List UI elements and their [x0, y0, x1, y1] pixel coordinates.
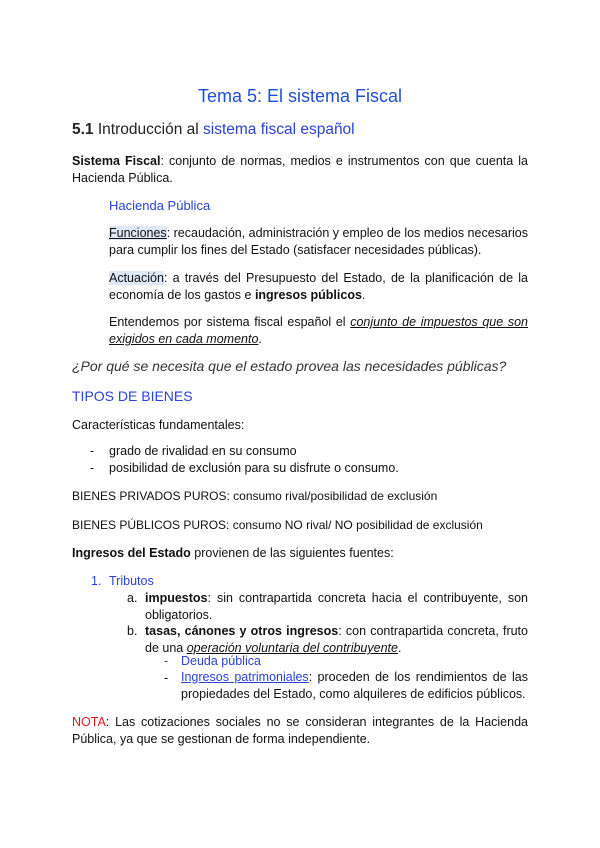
- page-title: Tema 5: El sistema Fiscal: [197, 86, 403, 106]
- item-b-body: : con contrapartida concreta, fruto de una: [145, 624, 528, 655]
- caracteristica-item-2: posibilidad de exclusión para su disfrute o consumo.: [109, 461, 399, 475]
- hacienda-heading: Hacienda Pública: [109, 198, 211, 213]
- funciones-paragraph: [109, 225, 528, 259]
- bullet-dash-2: -: [90, 461, 95, 475]
- section-text: Introducción al: [97, 121, 203, 138]
- item-b-text: [145, 623, 528, 657]
- bullet-dash-1: -: [90, 444, 95, 458]
- definition-paragraph: [72, 153, 528, 187]
- entendemos-link: conjunto de impuestos que son exigidos en cada momento: [109, 315, 528, 346]
- section-heading: [72, 121, 355, 139]
- caracteristica-item-1: grado de rivalidad en su consumo: [109, 444, 297, 458]
- sub-dash-2: -: [164, 671, 169, 685]
- sub-item-patrimoniales-link: Ingresos patrimoniales: [181, 670, 309, 684]
- question-text: ¿Por qué se necesita que el estado provea las necesidades públicas?: [72, 358, 507, 374]
- definition-term: Sistema Fiscal: [72, 154, 161, 168]
- actuacion-term: Actuación: [109, 271, 164, 285]
- nota-text: : Las cotizaciones sociales no se consideran integrantes de la Hacienda Pública, ya que se gestionan de forma independiente.: [72, 715, 528, 746]
- bienes-privados-line: BIENES PRIVADOS PUROS: consumo rival/posibilidad de exclusión: [72, 489, 438, 503]
- section-number: 5.1: [72, 121, 94, 138]
- tributos-label: Tributos: [109, 574, 154, 588]
- item-a-body: : sin contrapartida concreta hacia el contribuyente, son obligatorios.: [145, 591, 528, 622]
- ingresos-intro: [72, 545, 394, 562]
- tipos-heading: TIPOS DE BIENES: [72, 388, 193, 404]
- section-link: sistema fiscal español: [203, 121, 355, 138]
- definition-text: : conjunto de normas, medios e instrumentos con que cuenta la Hacienda Pública.: [72, 154, 528, 185]
- nota-paragraph: [72, 714, 528, 748]
- ingresos-bold: Ingresos del Estado: [72, 546, 191, 560]
- entendemos-end: .: [258, 332, 262, 346]
- ingresos-text: provienen de las siguientes fuentes:: [190, 546, 394, 560]
- item-b-label: b.: [127, 624, 138, 638]
- actuacion-text: : a través del Presupuesto del Estado, de la planificación de la economía de los gastos e: [109, 271, 528, 302]
- actuacion-paragraph: [109, 270, 528, 304]
- actuacion-bold: ingresos públicos: [254, 288, 362, 302]
- sub-item-patrimoniales: [181, 669, 528, 703]
- entendemos-text: Entendemos por sistema fiscal español el: [109, 315, 351, 329]
- funciones-text: : recaudación, administración y empleo de los medios necesarios para cumplir los fines del Estado (satisfacer necesidades públicas).: [109, 226, 528, 257]
- sub-item-patrimoniales-text: : proceden de los rendimientos de las propiedades del Estado, como alquileres de edificios públicos.: [181, 670, 528, 701]
- actuacion-end: .: [361, 288, 366, 302]
- funciones-term: Funciones: [109, 226, 167, 240]
- entendemos-paragraph: [109, 314, 528, 348]
- item-b-link: operación voluntaria del contribuyente: [186, 641, 398, 655]
- item-a-label: a.: [127, 591, 138, 605]
- item-a-bold: impuestos: [145, 591, 208, 605]
- tributos-number: 1.: [91, 574, 102, 588]
- item-b-end: .: [397, 641, 402, 655]
- item-b-bold: tasas, cánones y otros ingresos: [145, 624, 339, 638]
- caracteristicas-label: Características fundamentales:: [72, 418, 245, 432]
- sub-dash-1: -: [164, 654, 169, 668]
- nota-label: NOTA: [72, 715, 106, 729]
- sub-item-deuda: Deuda pública: [181, 654, 261, 668]
- bienes-publicos-line: BIENES PÚBLICOS PUROS: consumo NO rival/ NO posibilidad de exclusión: [72, 518, 483, 532]
- item-a-text: [145, 590, 528, 624]
